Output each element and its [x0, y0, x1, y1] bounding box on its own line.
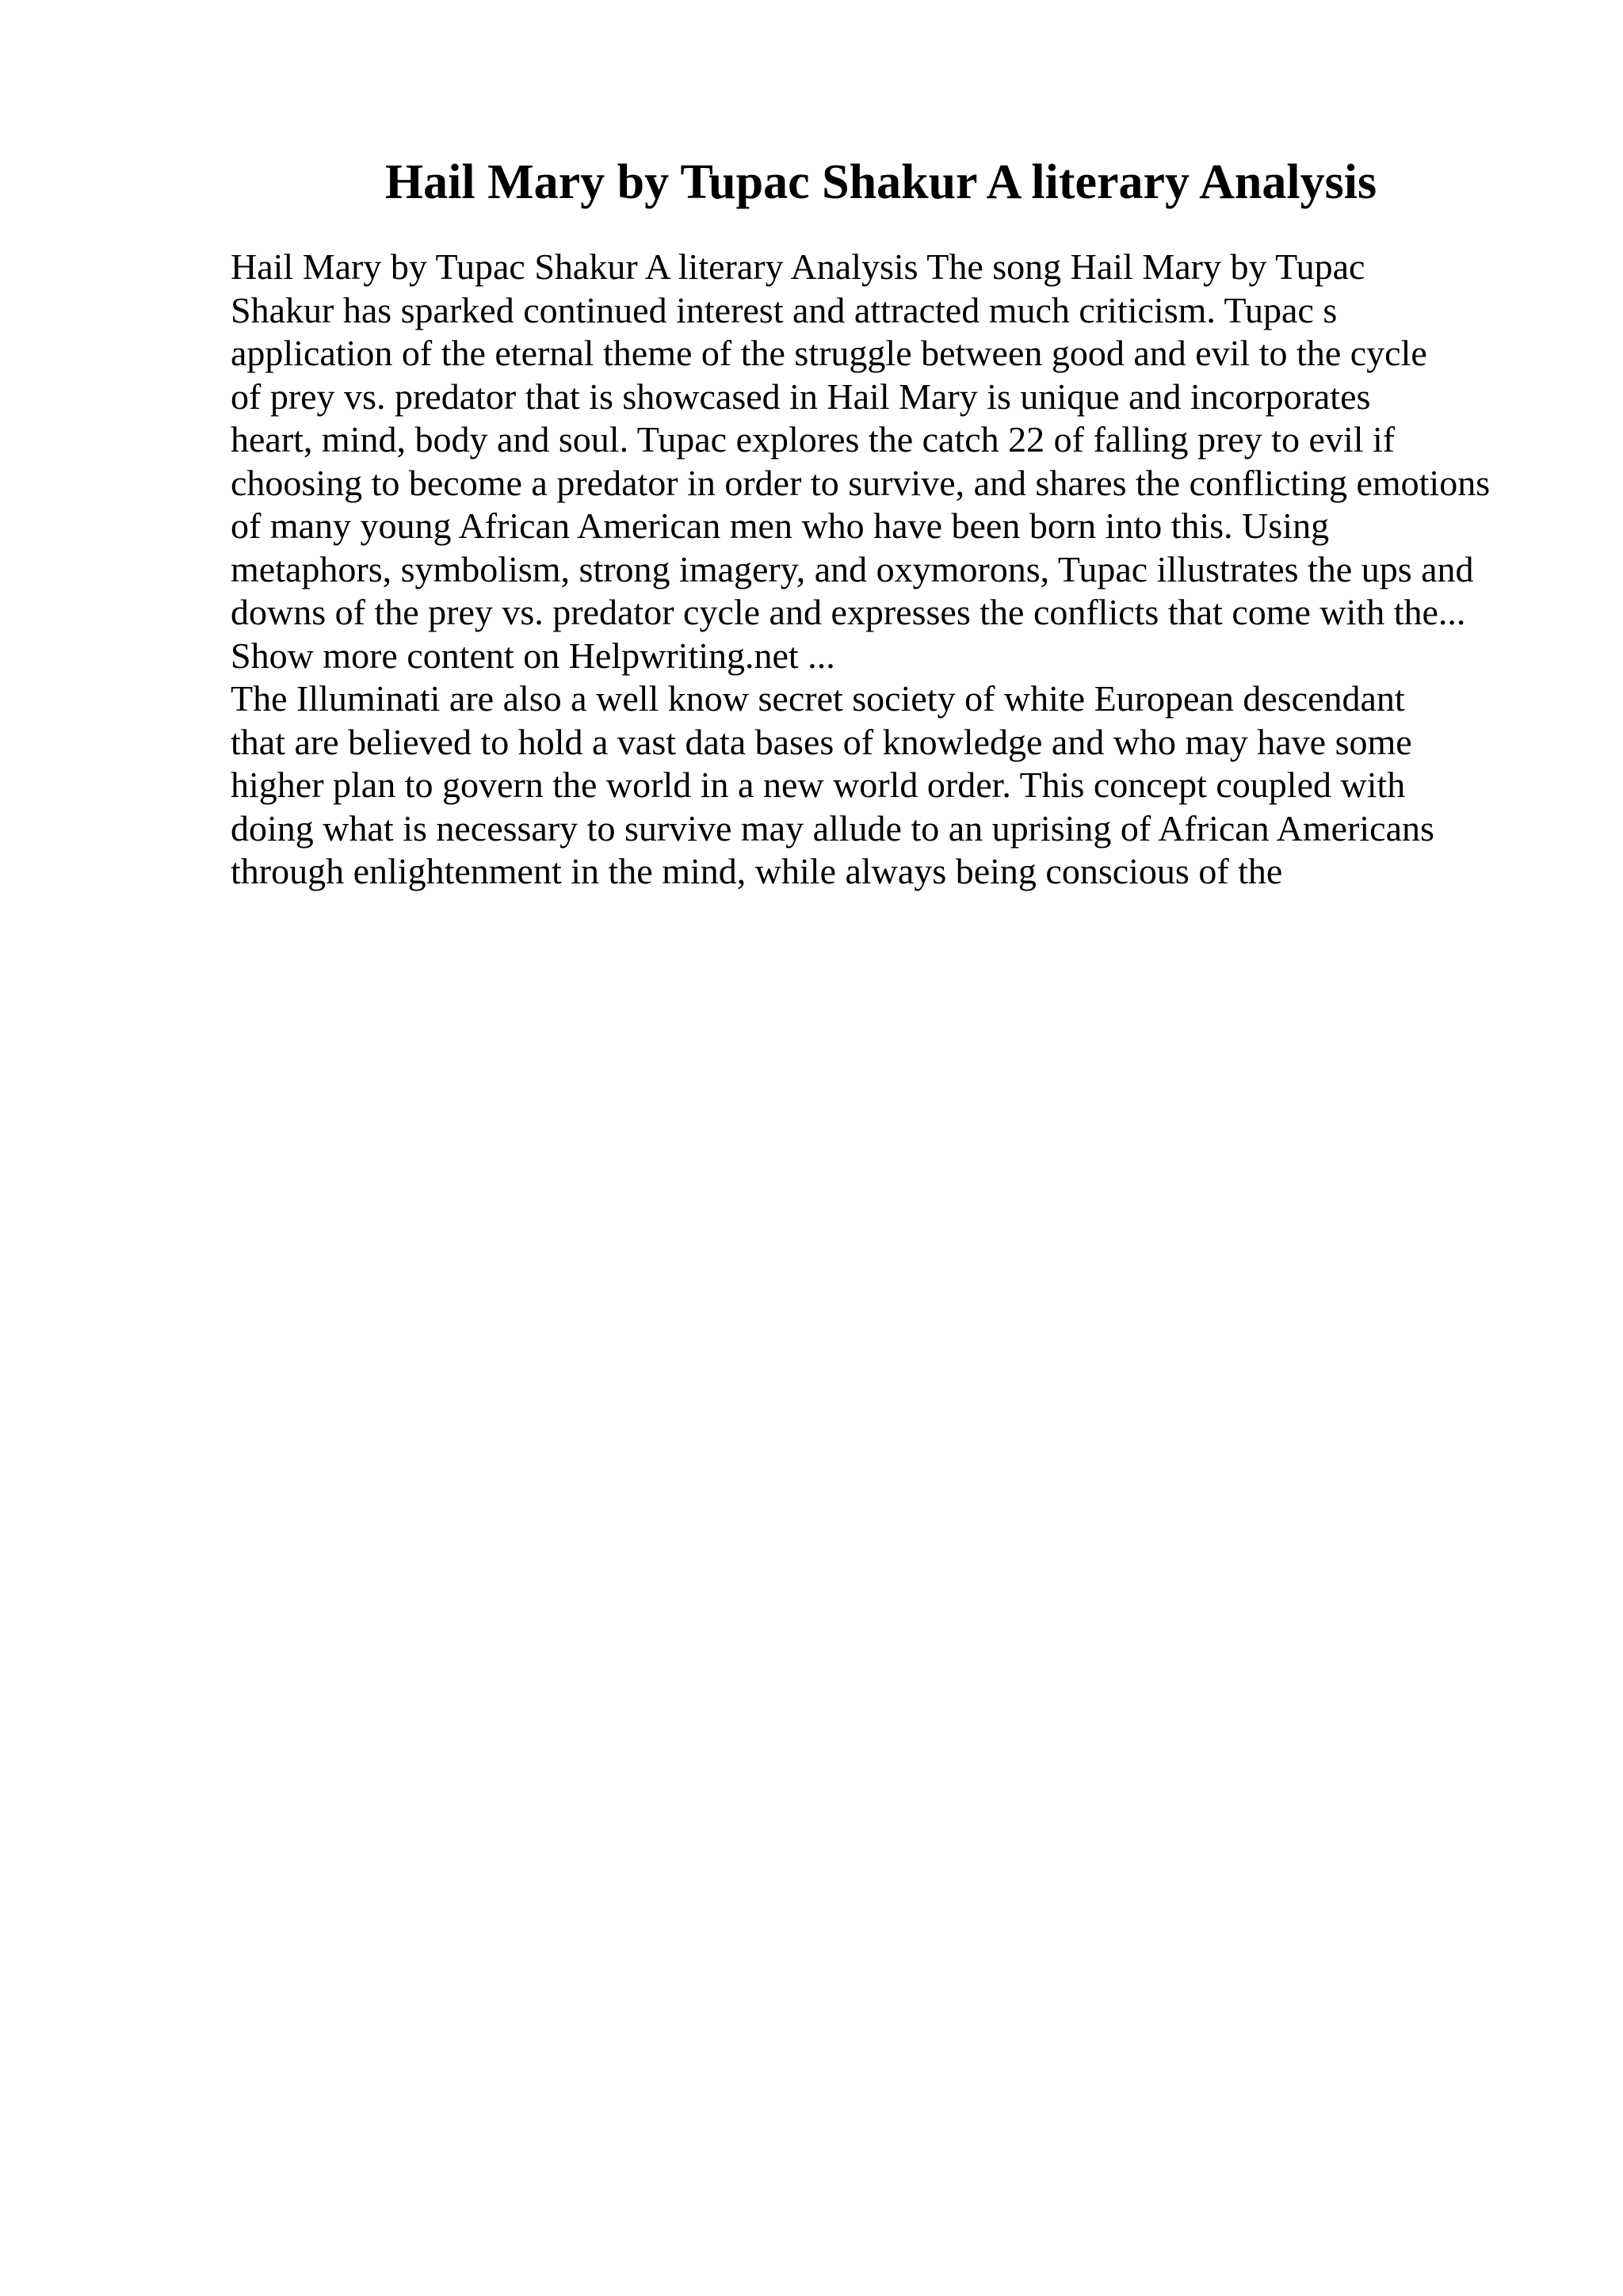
paragraph-2 — [231, 677, 1578, 894]
paragraph-line: higher plan to govern the world in a new world order. This concept coupled with — [231, 765, 1406, 805]
paragraph-line: of prey vs. predator that is showcased in Hail Mary is unique and incorporates — [231, 376, 1371, 417]
show-more-line: Show more content on Helpwriting.net ... — [231, 635, 835, 676]
paragraph-line: Hail Mary by Tupac Shakur A literary Analysis The song Hail Mary by Tupac — [231, 246, 1365, 287]
paragraph-line: metaphors, symbolism, strong imagery, and oxymorons, Tupac illustrates the ups and — [231, 548, 1474, 589]
document-title: Hail Mary by Tupac Shakur A literary Analysis — [384, 155, 1377, 209]
paragraph-line: Shakur has sparked continued interest and attracted much criticism. Tupac s — [231, 289, 1338, 330]
paragraph-line: doing what is necessary to survive may allude to an uprising of African Americans — [231, 807, 1434, 849]
paragraph-line: that are believed to hold a vast data bases of knowledge and who may have some — [231, 721, 1412, 762]
document-body — [231, 246, 1578, 894]
paragraph-line: downs of the prey vs. predator cycle and expresses the conflicts that come with the... — [231, 592, 1466, 632]
paragraph-1 — [231, 246, 1578, 677]
paragraph-line: choosing to become a predator in order to survive, and shares the conflicting emotions — [231, 462, 1491, 503]
paragraph-line: of many young African American men who have been born into this. Using — [231, 505, 1330, 546]
paragraph-line: heart, mind, body and soul. Tupac explores the catch 22 of falling prey to evil if — [231, 419, 1396, 460]
paragraph-line: through enlightenment in the mind, while always being conscious of the — [231, 851, 1283, 891]
paragraph-line: The Illuminati are also a well know secret society of white European descendant — [231, 678, 1405, 719]
paragraph-line: application of the eternal theme of the struggle between good and evil to the cycle — [231, 333, 1427, 373]
